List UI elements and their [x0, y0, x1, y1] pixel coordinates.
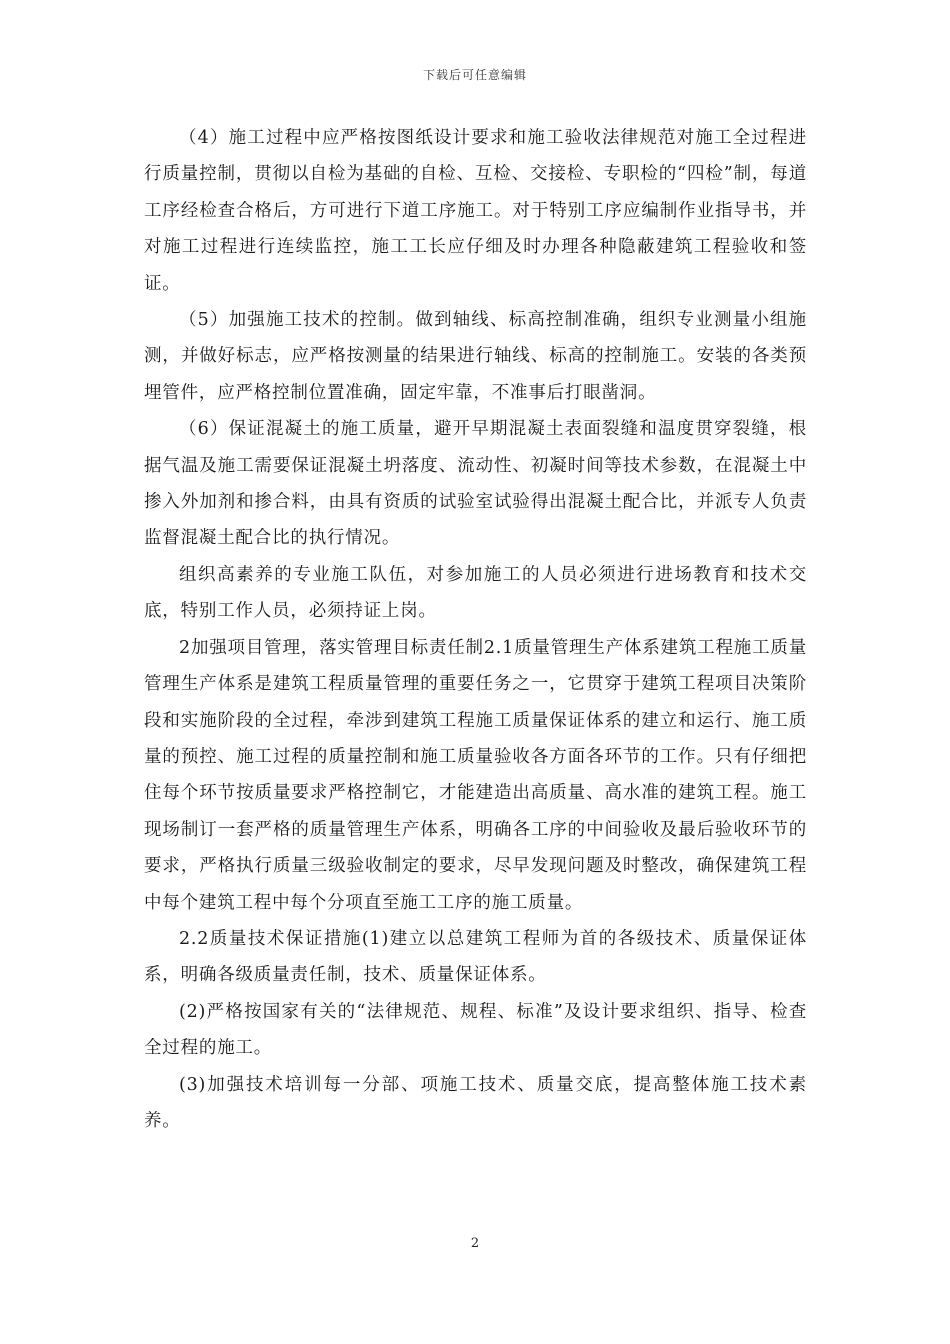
paragraph-5: （5）加强施工技术的控制。做到轴线、标高控制准确，组织专业测量小组施测，并做好标志，应严格按测量的结果进行轴线、标高的控制施工。安装的各类预埋管件，应严格控制位置准确，固定牢靠，不准事后打眼凿洞。 — [144, 310, 807, 403]
paragraph-quality-measures: 2.2质量技术保证措施(1)建立以总建筑工程师为首的各级技术、质量保证体系，明确各级质量责任制，技术、质量保证体系。 — [144, 928, 807, 986]
page-number: 2 — [470, 1236, 480, 1251]
paragraph-4: （4）施工过程中应严格按图纸设计要求和施工验收法律规范对施工全过程进行质量控制，贯彻以自检为基础的自检、互检、交接检、专职检的“四检”制，每道工序经检查合格后，方可进行下道工序施工。对于特别工序应编制作业指导书，并对施工过程进行连续监控，施工工长应仔细及时办理各种隐蔽建筑工程验收和签证。 — [144, 128, 807, 294]
paragraph-6: （6）保证混凝土的施工质量，避开早期混凝土表面裂缝和温度贯穿裂缝，根据气温及施工需要保证混凝土坍落度、流动性、初凝时间等技术参数，在混凝土中掺入外加剂和掺合料，由具有资质的试验室试验得出混凝土配合比，并派专人负责监督混凝土配合比的执行情况。 — [144, 419, 807, 549]
paragraph-project-management: 2加强项目管理，落实管理目标责任制2.1质量管理生产体系建筑工程施工质量管理生产体系是建筑工程质量管理的重要任务之一，它贯穿于建筑工程项目决策阶段和实施阶段的全过程，牵涉到建筑工程施工质量保证体系的建立和运行、施工质量的预控、施工过程的质量控制和施工质量验收各方面各环节的工作。只有仔细把住每个环节按质量要求严格控制它，才能建造出高质量、高水准的建筑工程。施工现场制订一套严格的质量管理生产体系，明确各工序的中间验收及最后验收环节的要求，严格执行质量三级验收制定的要求，尽早发现问题及时整改，确保建筑工程中每个建筑工程中每个分项直至施工工序的施工质量。 — [144, 637, 807, 913]
paragraph-team: 组织高素养的专业施工队伍，对参加施工的人员必须进行进场教育和技术交底，特别工作人员，必须持证上岗。 — [144, 564, 807, 622]
page-header: 下载后可任意编辑 — [422, 68, 527, 82]
paragraph-measure-2: (2)严格按国家有关的“法律规范、规程、标准”及设计要求组织、指导、检查全过程的施工。 — [144, 1001, 807, 1059]
paragraph-measure-3: (3)加强技术培训每一分部、项施工技术、质量交底，提高整体施工技术素养。 — [144, 1074, 807, 1131]
body-text — [144, 120, 807, 1139]
